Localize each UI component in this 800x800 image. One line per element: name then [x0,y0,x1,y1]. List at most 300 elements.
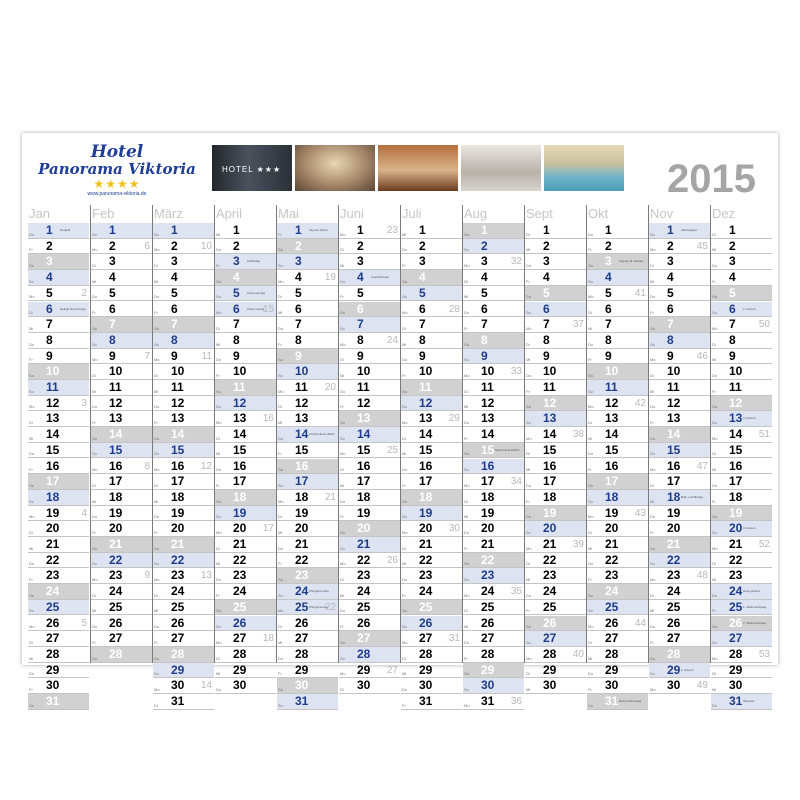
day-number: 31 [171,694,185,708]
day-cell [649,286,710,302]
week-number: 10 [200,240,212,252]
day-cell [339,553,400,569]
weekday-abbr: Sa [464,451,469,457]
weekday-abbr: Di [340,686,344,692]
week-number: 16 [262,413,274,425]
week-number: 19 [324,272,336,284]
weekday-abbr: Mi [29,545,34,551]
holiday-name: Ostermontag [247,306,265,311]
day-number: 16 [171,458,185,473]
day-number: 25 [605,599,619,614]
day-number: 7 [357,317,364,332]
weekday-abbr: Mo [712,435,718,441]
weekday-abbr: Di [29,529,33,535]
day-cell [711,537,772,553]
weekday-abbr: So [92,231,97,237]
day-number: 26 [729,615,743,630]
holiday-name: Karfreitag [247,259,261,264]
day-cell [153,537,214,553]
weekday-abbr: Mi [92,498,97,504]
day-cell [711,443,772,459]
day-cell [153,647,214,663]
week-number: 44 [634,617,646,629]
weekday-abbr: So [464,577,469,583]
weekday-abbr: So [340,545,345,551]
weekday-abbr: Fr [92,420,96,426]
weekday-abbr: Di [216,435,220,441]
weekday-abbr: Mo [29,294,35,300]
day-cell [711,474,772,490]
day-cell [587,553,648,569]
day-cell [711,631,772,647]
day-number: 6 [357,301,364,316]
day-number: 4 [295,270,302,285]
weekday-abbr: So [216,624,221,630]
day-number: 8 [109,332,116,347]
weekday-abbr: Fr [278,451,282,457]
weekday-abbr: Do [340,388,346,394]
weekday-abbr: Fr [29,357,33,363]
weekday-abbr: Sa [712,294,717,300]
day-number: 19 [481,505,495,520]
day-cell [525,584,586,600]
weekday-abbr: Fr [340,404,344,410]
day-cell [215,333,276,349]
day-cell [215,474,276,490]
weekday-abbr: So [29,388,34,394]
weekday-abbr: Di [340,467,344,473]
weekday-abbr: Do [216,467,222,473]
weekday-abbr: So [278,702,283,708]
day-number: 4 [419,270,426,285]
day-number: 25 [109,599,123,614]
day-number: 14 [233,427,247,442]
day-number: 4 [667,270,674,285]
day-cell [91,349,152,365]
day-number: 25 [667,599,681,614]
weekday-abbr: Mo [29,624,35,630]
day-cell [463,647,524,663]
day-cell [277,663,338,679]
day-number: 30 [295,678,309,693]
weekday-abbr: Do [588,561,594,567]
day-number: 5 [729,285,736,300]
weekday-abbr: Fr [29,247,33,253]
day-cell [587,694,648,710]
week-number: 48 [696,570,708,582]
weekday-abbr: So [402,404,407,410]
week-number: 20 [324,382,336,393]
day-cell [339,678,400,694]
weekday-abbr: Fr [92,529,96,535]
weekday-abbr: Mi [92,278,97,284]
day-number: 12 [667,395,681,410]
day-number: 26 [109,615,123,630]
weekday-abbr: So [402,624,407,630]
day-number: 25 [481,599,495,614]
day-cell [153,600,214,616]
day-number: 17 [667,474,681,489]
weekday-abbr: Do [340,498,346,504]
weekday-abbr: Do [588,231,594,237]
weekday-abbr: Mo [650,357,656,363]
day-cell [28,521,89,537]
weekday-abbr: Fr [402,702,406,708]
day-cell [277,239,338,255]
week-number: 8 [144,460,150,472]
day-number: 30 [46,678,60,693]
day-number: 12 [46,395,60,410]
week-number: 2 [81,287,87,299]
week-number: 51 [758,429,770,441]
day-cell [277,490,338,506]
week-number: 35 [510,586,522,598]
day-number: 29 [729,662,743,677]
day-number: 8 [605,332,612,347]
weekday-abbr: Mo [216,310,222,316]
day-cell [277,427,338,443]
day-cell [215,490,276,506]
day-number: 23 [481,568,495,583]
day-number: 29 [357,662,371,677]
day-cell [463,427,524,443]
day-cell [649,223,710,239]
weekday-abbr: Fr [464,655,468,661]
weekday-abbr: Di [464,498,468,504]
day-cell [401,506,462,522]
day-number: 9 [171,348,178,363]
day-cell [91,302,152,318]
weekday-abbr: Fr [526,278,530,284]
day-cell [28,584,89,600]
day-number: 31 [295,694,309,708]
weekday-abbr: Fr [29,467,33,473]
day-number: 6 [171,301,178,316]
day-cell [277,396,338,412]
weekday-abbr: Mi [526,577,531,583]
day-cell [587,459,648,475]
holiday-name: Pfingstsonntag [309,589,329,594]
week-number: 12 [200,460,212,472]
month-name: Nov [650,206,674,221]
weekday-abbr: Sa [278,357,283,363]
day-cell [91,600,152,616]
day-number: 4 [481,270,488,285]
day-number: 6 [109,301,116,316]
day-number: 6 [543,301,550,316]
weekday-abbr: Sa [340,529,345,535]
day-number: 20 [46,521,60,536]
day-cell [277,631,338,647]
holiday-name: Fronleichnam [371,275,390,280]
day-cell [277,521,338,537]
day-number: 2 [171,238,178,253]
day-cell [587,396,648,412]
weekday-abbr: Sa [216,498,221,504]
day-cell [91,553,152,569]
week-number: 23 [386,225,398,236]
month-name: April [216,206,243,221]
weekday-abbr: Do [402,357,408,363]
day-number: 5 [605,285,612,300]
day-number: 5 [419,285,426,300]
day-number: 27 [171,631,185,646]
day-cell [277,506,338,522]
day-cell [215,254,276,270]
day-number: 8 [481,332,488,347]
day-cell [525,537,586,553]
day-number: 3 [481,254,488,269]
day-number: 23 [171,568,185,583]
weekday-abbr: Mo [464,263,470,269]
day-number: 26 [481,615,495,630]
day-number: 5 [295,285,302,300]
day-number: 31 [729,694,743,708]
weekday-abbr: Mi [712,467,717,473]
day-cell [215,427,276,443]
weekday-abbr: Mo [216,529,222,535]
day-cell [401,490,462,506]
weekday-abbr: Do [340,608,346,614]
weekday-abbr: Mi [712,686,717,692]
day-cell [401,333,462,349]
logo-hotel-word: Hotel [90,142,144,162]
weekday-abbr: So [278,263,283,269]
day-cell [401,364,462,380]
day-cell [587,537,648,553]
day-number: 22 [295,552,309,567]
weekday-abbr: Di [92,372,96,378]
day-cell [153,506,214,522]
weekday-abbr: Di [154,482,158,488]
day-number: 29 [543,662,557,677]
weekday-abbr: Sa [154,545,159,551]
weekday-abbr: Mi [588,325,593,331]
weekday-abbr: Di [216,325,220,331]
weekday-abbr: Mi [216,341,221,347]
weekday-abbr: Sa [464,671,469,677]
day-cell [153,396,214,412]
day-cell [649,459,710,475]
day-cell [463,443,524,459]
day-cell [339,584,400,600]
weekday-abbr: Sa [29,592,34,598]
day-cell [28,459,89,475]
day-number: 13 [357,411,371,426]
weekday-abbr: So [278,372,283,378]
day-number: 23 [605,568,619,583]
day-cell [339,380,400,396]
weekday-abbr: Fr [464,545,468,551]
week-number: 49 [696,680,708,692]
day-number: 25 [357,599,371,614]
weekday-abbr: Di [154,702,158,708]
holiday-name: Christi Himmelfahrt [309,432,335,437]
day-cell [339,537,400,553]
day-number: 23 [419,568,433,583]
day-number: 2 [233,238,240,253]
month-name: Juli [402,206,422,221]
day-cell [339,286,400,302]
weekday-abbr: Mi [154,388,159,394]
week-number: 50 [758,319,770,331]
weekday-abbr: Di [402,325,406,331]
week-number: 7 [144,350,150,362]
weekday-abbr: Mi [402,671,407,677]
day-number: 14 [481,427,495,442]
weekday-abbr: Fr [340,514,344,520]
day-number: 22 [46,552,60,567]
day-cell [28,568,89,584]
day-cell [401,537,462,553]
day-number: 8 [357,332,364,347]
weekday-abbr: Di [340,247,344,253]
day-number: 8 [233,332,240,347]
day-cell [711,254,772,270]
day-number: 1 [357,223,364,237]
day-number: 20 [543,521,557,536]
day-cell [649,411,710,427]
day-number: 7 [171,317,178,332]
day-cell [153,553,214,569]
holiday-name: Ostersonntag [247,290,266,295]
day-number: 16 [667,458,681,473]
day-cell [463,223,524,239]
day-number: 28 [605,646,619,661]
day-number: 26 [171,615,185,630]
day-cell [711,396,772,412]
weekday-abbr: Sa [29,372,34,378]
week-number: 9 [144,570,150,582]
day-number: 19 [605,505,619,520]
day-cell [711,600,772,616]
weekday-abbr: Di [29,420,33,426]
weekday-abbr: Fr [154,529,158,535]
day-number: 12 [605,395,619,410]
day-number: 28 [419,646,433,661]
day-cell [28,364,89,380]
day-number: 26 [543,615,557,630]
day-cell [587,349,648,365]
day-cell [215,537,276,553]
day-cell [277,254,338,270]
weekday-abbr: Do [402,686,408,692]
day-number: 12 [543,395,557,410]
day-cell [28,396,89,412]
day-number: 24 [729,584,743,599]
day-cell [339,364,400,380]
weekday-abbr: So [29,608,34,614]
day-cell [525,270,586,286]
day-number: 18 [419,489,433,504]
weekday-abbr: Di [464,388,468,394]
month-column [710,205,772,708]
weekday-abbr: Sa [588,592,593,598]
weekday-abbr: Di [278,624,282,630]
day-number: 2 [729,238,736,253]
day-cell [215,521,276,537]
day-number: 20 [295,521,309,536]
day-cell [525,349,586,365]
day-number: 9 [481,348,488,363]
day-cell [28,333,89,349]
weekday-abbr: Di [712,451,716,457]
weekday-abbr: So [464,467,469,473]
weekday-abbr: So [588,278,593,284]
day-number: 21 [419,537,433,551]
day-cell [153,349,214,365]
weekday-abbr: Sa [464,231,469,237]
weekday-abbr: Fr [154,310,158,316]
day-number: 21 [109,537,123,551]
day-number: 5 [667,285,674,300]
day-cell [28,631,89,647]
weekday-abbr: Di [29,310,33,316]
day-number: 23 [109,568,123,583]
day-cell [339,333,400,349]
weekday-abbr: Do [526,263,532,269]
weekday-abbr: Sa [29,263,34,269]
day-cell [649,616,710,632]
weekday-abbr: Do [278,435,284,441]
day-cell [525,443,586,459]
day-number: 18 [233,489,247,504]
day-number: 11 [295,380,308,394]
weekday-abbr: Mi [712,247,717,253]
day-number: 15 [357,442,371,457]
weekday-abbr: Sa [92,435,97,441]
day-cell [91,380,152,396]
day-cell [401,474,462,490]
weekday-abbr: Sa [278,467,283,473]
weekday-abbr: Di [92,263,96,269]
day-cell [215,380,276,396]
weekday-abbr: So [154,671,159,677]
day-number: 28 [481,646,495,661]
holiday-name: 1. Weihnachtstag [743,604,767,609]
weekday-abbr: Mo [29,404,35,410]
hotel-logo [32,143,202,201]
weekday-abbr: Fr [526,608,530,614]
day-cell [525,239,586,255]
holiday-name: Heilige Drei Könige [60,306,86,311]
week-number: 38 [572,429,584,441]
weekday-abbr: So [154,561,159,567]
weekday-abbr: Di [92,482,96,488]
day-cell [525,364,586,380]
day-number: 27 [605,631,619,646]
day-number: 25 [543,599,557,614]
weekday-abbr: Mi [216,671,221,677]
day-cell [711,584,772,600]
day-number: 21 [605,537,619,551]
weekday-abbr: Do [650,294,656,300]
day-cell [649,254,710,270]
day-number: 21 [295,537,309,551]
day-cell [215,631,276,647]
day-cell [463,521,524,537]
day-cell [525,223,586,239]
weekday-abbr: Sa [92,545,97,551]
day-cell [277,223,338,239]
day-number: 18 [295,489,309,504]
weekday-abbr: Do [712,702,718,708]
day-number: 8 [295,332,302,347]
week-number: 36 [510,696,522,707]
day-cell [463,459,524,475]
day-number: 11 [667,380,680,394]
day-number: 29 [667,662,681,677]
